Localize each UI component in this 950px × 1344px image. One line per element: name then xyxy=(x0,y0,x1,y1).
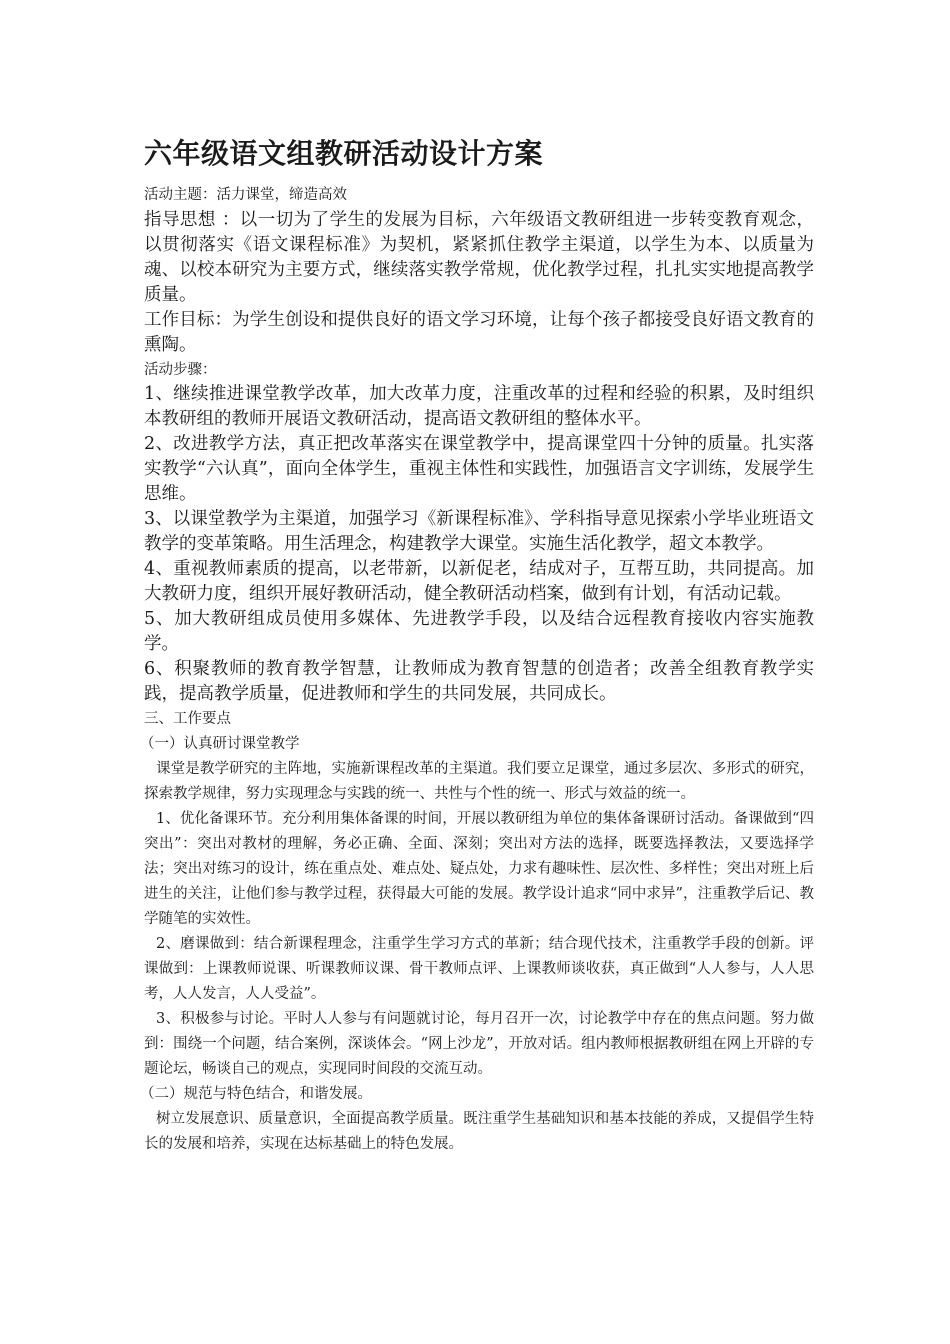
step-item: 2、改进教学方法，真正把改革落实在课堂教学中，提高课堂四十分钟的质量。扎实落实教学“六认真”，面向全体学生，重视主体性和实践性，加强语言文字训练，发展学生思维。 xyxy=(144,434,814,504)
step-item: 3、以课堂教学为主渠道，加强学习《新课程标准》、学科指导意见探索小学毕业班语文教学的变革策略。用生活理念，构建教学大课堂。实施生活化教学，超文本教学。 xyxy=(144,509,814,554)
activity-theme: 活动主题：活力课堂，缔造高效 xyxy=(144,187,347,203)
step-item: 1、继续推进课堂教学改革，加大改革力度，注重改革的过程和经验的积累，及时组织本教研组的教师开展语文教研活动，提高语文教研组的整体水平。 xyxy=(144,384,814,429)
subsection-heading: （二）规范与特色结合，和谐发展。 xyxy=(140,1085,372,1102)
subsection-intro: 课堂是教学研究的主阵地，实施新课程改革的主渠道。我们要立足课堂，通过多层次、多形式的研究，探索教学规律，努力实现理念与实践的统一、共性与个性的统一、形式与效益的统一。 xyxy=(144,760,814,802)
step-item: 5、加大教研组成员使用多媒体、先进教学手段，以及结合远程教育接收内容实施教学。 xyxy=(144,609,814,654)
point-item: 2、磨课做到：结合新课程理念，注重学生学习方式的革新；结合现代技术，注重教学手段的创新。评课做到：上课教师说课、听课教师议课、骨干教师点评、上课教师谈收获，真正做到“人人参与，人人思考，人人发言，人人受益”。 xyxy=(144,935,814,1002)
point-item: 3、积极参与讨论。平时人人参与有问题就讨论，每月召开一次，讨论教学中存在的焦点问题。努力做到：围绕一个问题，结合案例，深谈体会。“网上沙龙”，开放对话。组内教师根据教研组在网上开辟的专题论坛，畅谈自己的观点，实现同时间段的交流互动。 xyxy=(144,1010,814,1077)
subsection-heading: （一）认真研讨课堂教学 xyxy=(140,735,300,752)
work-goal: 工作目标：为学生创设和提供良好的语文学习环境，让每个孩子都接受良好语文教育的熏陶。 xyxy=(144,309,814,355)
step-item: 4、重视教师素质的提高，以老带新，以新促老，结成对子，互帮互助，共同提高。加大教研力度，组织开展好教研活动，健全教研活动档案，做到有计划，有活动记载。 xyxy=(144,559,814,604)
subsection-text: 树立发展意识、质量意识，全面提高教学质量。既注重学生基础知识和基本技能的养成，又提倡学生特长的发展和培养，实现在达标基础上的特色发展。 xyxy=(144,1110,814,1152)
section-heading: 三、工作要点 xyxy=(144,711,231,727)
document-page xyxy=(140,135,814,1157)
point-item: 1、优化备课环节。充分利用集体备课的时间，开展以教研组为单位的集体备课研讨活动。备课做到“四突出”：突出对教材的理解，务必正确、全面、深刻；突出对方法的选择，既要选择教法，又要选择学法；突出对练习的设计，练在重点处、难点处、疑点处，力求有趣味性、层次性、多样性；突出对班上后进生的关注，让他们参与教学过程，获得最大可能的发展。教学设计追求“同中求异”，注重教学后记、教学随笔的实效性。 xyxy=(144,810,814,927)
steps-label: 活动步骤： xyxy=(144,361,217,378)
guiding-thought: 指导思想 ：以一切为了学生的发展为目标，六年级语文教研组进一步转变教育观念，以贯彻落实《语文课程标准》为契机，紧紧抓住教学主渠道，以学生为本、以质量为魂、以校本研究为主要方式，继续落实教学常规，优化教学过程，扎扎实实地提高教学质量。 xyxy=(144,209,814,305)
document-title: 六年级语文组教研活动设计方案 xyxy=(144,137,544,170)
step-item: 6、积聚教师的教育教学智慧，让教师成为教育智慧的创造者；改善全组教育教学实践，提高教学质量，促进教师和学生的共同发展，共同成长。 xyxy=(144,659,814,704)
